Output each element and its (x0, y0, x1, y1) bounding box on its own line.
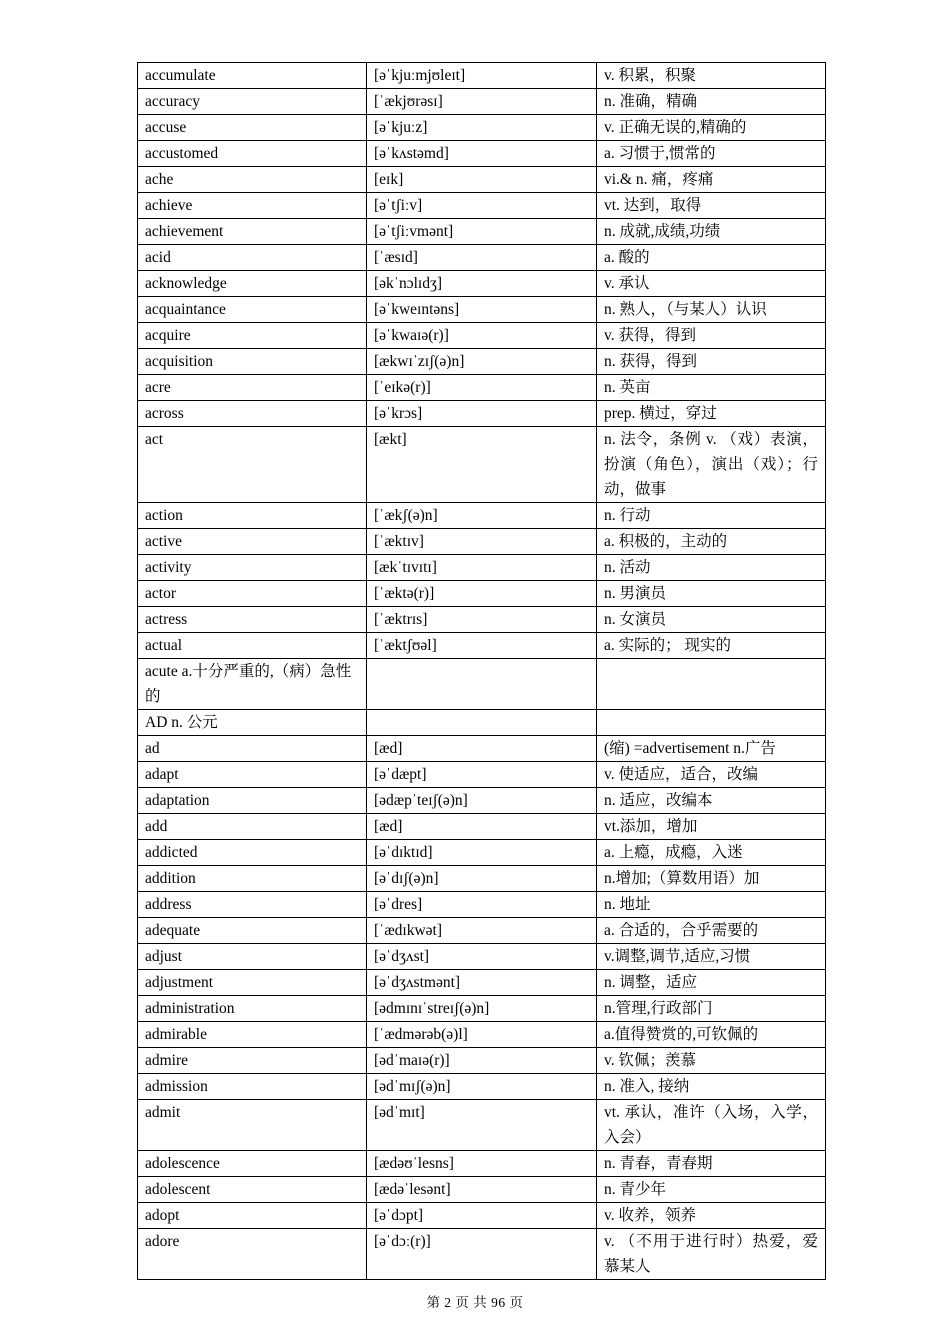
meaning-cell: n.增加;（算数用语）加 (597, 866, 826, 892)
phonetic-cell: [əˈdɔː(r)] (367, 1229, 597, 1280)
word-cell: ad (138, 736, 367, 762)
meaning-cell: n. 法令，条例 v. （戏）表演，扮演（角色），演出（戏）；行动，做事 (597, 427, 826, 503)
word-cell: ache (138, 167, 367, 193)
phonetic-cell: [ˈeɪkə(r)] (367, 375, 597, 401)
table-row (138, 581, 826, 607)
phonetic-cell: [əˈkrɔs] (367, 401, 597, 427)
word-cell: adjust (138, 944, 367, 970)
table-row (138, 1177, 826, 1203)
table-row (138, 1022, 826, 1048)
table-row (138, 1203, 826, 1229)
meaning-cell: n. 成就,成绩,功绩 (597, 219, 826, 245)
table-row (138, 918, 826, 944)
word-cell: address (138, 892, 367, 918)
table-row (138, 736, 826, 762)
phonetic-cell: [əˈkʌstəmd] (367, 141, 597, 167)
phonetic-cell: [əˈdæpt] (367, 762, 597, 788)
word-cell: administration (138, 996, 367, 1022)
phonetic-cell: [ˈæktə(r)] (367, 581, 597, 607)
word-cell: adapt (138, 762, 367, 788)
phonetic-cell: [ædəˈlesənt] (367, 1177, 597, 1203)
phonetic-cell: [ˈæktrɪs] (367, 607, 597, 633)
phonetic-cell: [əˈdɪktɪd] (367, 840, 597, 866)
table-row (138, 814, 826, 840)
table-row (138, 840, 826, 866)
meaning-cell: vt.添加，增加 (597, 814, 826, 840)
word-cell: admit (138, 1100, 367, 1151)
meaning-cell: n. 青春，青春期 (597, 1151, 826, 1177)
phonetic-cell: [ædəʊˈlesns] (367, 1151, 597, 1177)
word-cell: action (138, 503, 367, 529)
meaning-cell: v. 积累，积聚 (597, 63, 826, 89)
word-cell: across (138, 401, 367, 427)
table-row (138, 659, 826, 710)
word-cell: acre (138, 375, 367, 401)
word-cell: active (138, 529, 367, 555)
meaning-cell: v. 获得，得到 (597, 323, 826, 349)
word-cell: admire (138, 1048, 367, 1074)
table-row (138, 193, 826, 219)
word-cell: admission (138, 1074, 367, 1100)
meaning-cell: n.管理,行政部门 (597, 996, 826, 1022)
meaning-cell: n. 英亩 (597, 375, 826, 401)
meaning-cell: a. 积极的，主动的 (597, 529, 826, 555)
phonetic-cell: [əˈkwaɪə(r)] (367, 323, 597, 349)
word-cell: accumulate (138, 63, 367, 89)
word-cell: adaptation (138, 788, 367, 814)
meaning-cell: v. （不用于进行时）热爱，爱慕某人 (597, 1229, 826, 1280)
word-cell: actress (138, 607, 367, 633)
table-row (138, 607, 826, 633)
table-row (138, 271, 826, 297)
word-cell: achieve (138, 193, 367, 219)
phonetic-cell: [əˈdɪʃ(ə)n] (367, 866, 597, 892)
word-cell: adolescence (138, 1151, 367, 1177)
word-cell: accustomed (138, 141, 367, 167)
meaning-cell: n. 女演员 (597, 607, 826, 633)
phonetic-cell: [ədˈmɪʃ(ə)n] (367, 1074, 597, 1100)
table-row (138, 1074, 826, 1100)
table-row (138, 633, 826, 659)
phonetic-cell: [ækˈtɪvɪtɪ] (367, 555, 597, 581)
phonetic-cell: [ˈædɪkwət] (367, 918, 597, 944)
phonetic-cell: [ækwɪˈzɪʃ(ə)n] (367, 349, 597, 375)
word-cell: adore (138, 1229, 367, 1280)
phonetic-cell: [ækt] (367, 427, 597, 503)
table-row (138, 1151, 826, 1177)
phonetic-cell: [əˈdʒʌst] (367, 944, 597, 970)
table-row (138, 503, 826, 529)
phonetic-cell: [əˈdʒʌstmənt] (367, 970, 597, 996)
word-cell: acquisition (138, 349, 367, 375)
vocabulary-table (137, 62, 826, 1280)
meaning-cell: (缩) =advertisement n.广告 (597, 736, 826, 762)
table-row (138, 219, 826, 245)
meaning-cell: n. 男演员 (597, 581, 826, 607)
meaning-cell (597, 710, 826, 736)
word-cell: adolescent (138, 1177, 367, 1203)
phonetic-cell: [ədmɪnɪˈstreɪʃ(ə)n] (367, 996, 597, 1022)
meaning-cell: n. 行动 (597, 503, 826, 529)
phonetic-cell: [əˈkjuːz] (367, 115, 597, 141)
table-row (138, 297, 826, 323)
table-row (138, 788, 826, 814)
table-row (138, 892, 826, 918)
meaning-cell: a. 上瘾，成瘾，入迷 (597, 840, 826, 866)
meaning-cell: vi.& n. 痛，疼痛 (597, 167, 826, 193)
page-number-footer: 第 2 页 共 96 页 (426, 1295, 524, 1310)
phonetic-cell: [ˈæktɪv] (367, 529, 597, 555)
word-cell: addition (138, 866, 367, 892)
table-row (138, 401, 826, 427)
table-row (138, 944, 826, 970)
meaning-cell (597, 659, 826, 710)
phonetic-cell: [ˈækʃ(ə)n] (367, 503, 597, 529)
table-row (138, 375, 826, 401)
word-cell: accuracy (138, 89, 367, 115)
word-cell: adequate (138, 918, 367, 944)
meaning-cell: n. 准入, 接纳 (597, 1074, 826, 1100)
table-row (138, 866, 826, 892)
word-cell: acute a.十分严重的,（病）急性的 (138, 659, 367, 710)
word-cell: actor (138, 581, 367, 607)
meaning-cell: n. 准确，精确 (597, 89, 826, 115)
word-cell: achievement (138, 219, 367, 245)
phonetic-cell: [əˈkweɪntəns] (367, 297, 597, 323)
meaning-cell: n. 青少年 (597, 1177, 826, 1203)
meaning-cell: v. 钦佩；羡慕 (597, 1048, 826, 1074)
table-row (138, 63, 826, 89)
table-row (138, 349, 826, 375)
table-row (138, 141, 826, 167)
phonetic-cell: [ˈæsɪd] (367, 245, 597, 271)
table-row (138, 1048, 826, 1074)
phonetic-cell: [əˈtʃiːvmənt] (367, 219, 597, 245)
meaning-cell: v. 承认 (597, 271, 826, 297)
meaning-cell: n. 活动 (597, 555, 826, 581)
meaning-cell: v.调整,调节,适应,习惯 (597, 944, 826, 970)
meaning-cell: a. 实际的； 现实的 (597, 633, 826, 659)
meaning-cell: a. 习惯于,惯常的 (597, 141, 826, 167)
word-cell: accuse (138, 115, 367, 141)
word-cell: actual (138, 633, 367, 659)
word-cell: AD n. 公元 (138, 710, 367, 736)
table-row (138, 1229, 826, 1280)
meaning-cell: v. 正确无误的,精确的 (597, 115, 826, 141)
table-row (138, 89, 826, 115)
phonetic-cell: [əˈdres] (367, 892, 597, 918)
table-row (138, 555, 826, 581)
word-cell: addicted (138, 840, 367, 866)
table-row (138, 245, 826, 271)
phonetic-cell (367, 710, 597, 736)
word-cell: add (138, 814, 367, 840)
phonetic-cell: [əˈkjuːmjʊleɪt] (367, 63, 597, 89)
meaning-cell: a. 酸的 (597, 245, 826, 271)
phonetic-cell: [ədˈmaɪə(r)] (367, 1048, 597, 1074)
phonetic-cell: [əˈdɔpt] (367, 1203, 597, 1229)
word-cell: activity (138, 555, 367, 581)
meaning-cell: n. 适应，改编本 (597, 788, 826, 814)
meaning-cell: vt. 承认，准许（入场，入学，入会） (597, 1100, 826, 1151)
meaning-cell: n. 获得，得到 (597, 349, 826, 375)
phonetic-cell: [əˈtʃiːv] (367, 193, 597, 219)
table-row (138, 323, 826, 349)
word-cell: adjustment (138, 970, 367, 996)
vocabulary-table-body (138, 63, 826, 1280)
table-row (138, 115, 826, 141)
meaning-cell: n. 地址 (597, 892, 826, 918)
table-row (138, 970, 826, 996)
phonetic-cell: [æd] (367, 814, 597, 840)
phonetic-cell (367, 659, 597, 710)
word-cell: admirable (138, 1022, 367, 1048)
table-row (138, 529, 826, 555)
word-cell: adopt (138, 1203, 367, 1229)
phonetic-cell: [ˈækjʊrəsɪ] (367, 89, 597, 115)
table-row (138, 427, 826, 503)
meaning-cell: vt. 达到，取得 (597, 193, 826, 219)
phonetic-cell: [ˈæktʃʊəl] (367, 633, 597, 659)
word-cell: acquire (138, 323, 367, 349)
meaning-cell: v. 使适应，适合，改编 (597, 762, 826, 788)
phonetic-cell: [əkˈnɔlɪdʒ] (367, 271, 597, 297)
table-row (138, 710, 826, 736)
meaning-cell: n. 熟人，（与某人）认识 (597, 297, 826, 323)
table-row (138, 762, 826, 788)
phonetic-cell: [æd] (367, 736, 597, 762)
meaning-cell: n. 调整，适应 (597, 970, 826, 996)
meaning-cell: a. 合适的，合乎需要的 (597, 918, 826, 944)
phonetic-cell: [ˈædmərəb(ə)l] (367, 1022, 597, 1048)
phonetic-cell: [ədˈmɪt] (367, 1100, 597, 1151)
meaning-cell: prep. 横过，穿过 (597, 401, 826, 427)
word-cell: acid (138, 245, 367, 271)
word-cell: act (138, 427, 367, 503)
table-row (138, 996, 826, 1022)
word-cell: acknowledge (138, 271, 367, 297)
phonetic-cell: [eɪk] (367, 167, 597, 193)
table-row (138, 1100, 826, 1151)
word-cell: acquaintance (138, 297, 367, 323)
table-row (138, 167, 826, 193)
phonetic-cell: [ədæpˈteɪʃ(ə)n] (367, 788, 597, 814)
meaning-cell: a.值得赞赏的,可钦佩的 (597, 1022, 826, 1048)
meaning-cell: v. 收养，领养 (597, 1203, 826, 1229)
